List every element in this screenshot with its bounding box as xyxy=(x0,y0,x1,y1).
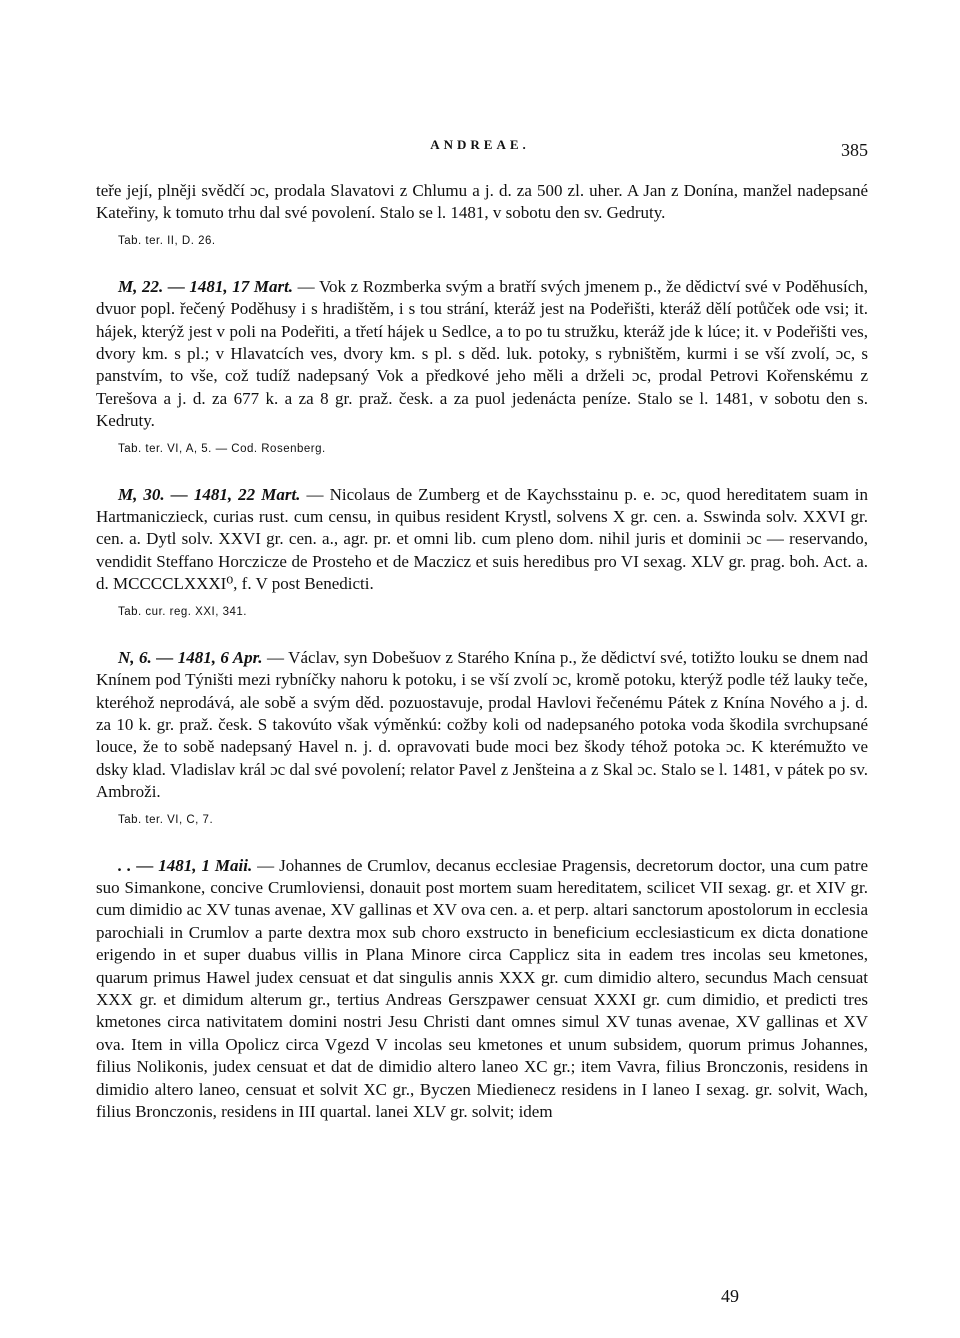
entry-record xyxy=(96,647,868,828)
entry-date: . . — 1481, 1 Maii. xyxy=(118,855,253,875)
entry-reference: Tab. ter. VI, C, 7. xyxy=(118,813,214,826)
page-number: 385 xyxy=(841,140,868,160)
entry-record xyxy=(96,484,868,620)
entry-record xyxy=(96,276,868,457)
entry-date: M, 22. — 1481, 17 Mart. xyxy=(118,276,294,296)
entry-date: N, 6. — 1481, 6 Apr. xyxy=(118,647,263,667)
entry-reference: Tab. ter. II, D. 26. xyxy=(118,234,216,247)
entry-reference: Tab. cur. reg. XXI, 341. xyxy=(118,605,247,618)
page-body xyxy=(96,180,868,1123)
entry-text: — Vok z Rozmberka svým a bratří svých jmenem p., že dědictví své v Poděhusích, dvuor popl. řečený Poděhusy i s hradištěm, i s tou strání, kteráž jest na Podeřišti, kteráž dělí potůček ode vsi; it. hájek, kterýž jest v poli na Podeřiti, a třetí hájek u Sedlce, a to po tu stružku, kteráž jde k lúce; it. v Podeřišti ves, dvory km. s pl.; v Hlavatcích ves, dvory km. s pl. s děd. luk. potoky, s rybništěm, kurmi i se vší zvolí, ɔc, s panstvím, to vše, což tudíž nadepsaný Vok a předkové jeho měli a drželi ɔc, prodal Petrovi Kořenskému z Terešova a j. d. za 677 k. a za 8 gr. praž. česk. a za puol jedenácta peníze. Stalo se l. 1481, v sobotu den s. Kedruty. xyxy=(96,276,868,431)
entry-text: — Johannes de Crumlov, decanus ecclesiae Pragensis, decretorum doctor, una cum patre suo Simankone, concive Crumloviensi, donauit post mortem suam hereditatem, scilicet VII sexag. gr. et XIV gr. cum dimidio ac XV tunas avenae, XV gallinas et XV ova cen. a. et perp. altari sanctorum apostolorum in ecclesia parochiali in Crumlov a parte dextra mox sub choro exstructo in beneficium ecclesiasticum ex dicta donatione erigendo in et super duabus villis in Plana Minore circa Capplicz sita in eadem tres incolas seu kmetones, quarum primus Hawel judex censuat et dat singulis annis XXX gr. cum dimidio altero, secundus Mach censuat XXX gr. et dimidum alterum gr., tertius Andreas Gerszpawer censuat XXXI gr. cum dimidio, et predicti tres kmetones circa nativitatem domini nostri Jesu Christi dant omnes simul XV tunas avenae, XV gallinas et XV ova. Item in villa Opolicz circa Vgezd V incolas seu kmetones et unum subsidem, quorum primus Johannes, filius Nolikonis, judex censuat et dat de dimidio altero laneo XC gr.; item Vavra, filius Bronczonis, residens in dimidio altero laneo, censuat et solvit XC gr., Byczen Miedienecz residens in I laneo I sexag. gr. solvit, Wach, filius Bronczonis, residens in III quartal. lanei XLV gr. solvit; idem xyxy=(96,855,869,1121)
signature-number: 49 xyxy=(721,1286,739,1306)
entry-reference: Tab. ter. VI, A, 5. — Cod. Rosenberg. xyxy=(118,442,326,455)
entry-record xyxy=(96,855,868,1124)
entry-text: — Nicolaus de Zumberg et de Kaychsstainu p. e. ɔc, quod hereditatem suam in Hartmaniczieck, curias rust. cum censu, in quibus resident Krystl, solvens X gr. cen. a. Sswinda solv. XXVI gr. cen. a. Dytl solv. XXVI gr. cen. a., agr. pr. et omni lib. cum pleno dom. nihil juris et dominii ɔc — reservando, vendidit Steffano Horczicze de Prosteho et de Maczicz et suis heredibus pro VI sexag. XLV gr. prag. boh. Act. a. d. MCCCCLXXXI⁰, f. V post Benedicti. xyxy=(96,484,869,594)
running-header: ANDREAE. xyxy=(430,137,530,152)
entry-date: M, 30. — 1481, 22 Mart. xyxy=(118,484,301,504)
entry-text: teře její, plněji svědčí ɔc, prodala Slavatovi z Chlumu a j. d. za 500 zl. uher. A Jan z Donína, manžel nadepsané Kateřiny, k tomuto trhu dal své povolení. Stalo se l. 1481, v sobotu den sv. Gedruty. xyxy=(96,181,868,223)
entry-text: — Václav, syn Dobešuov z Starého Knína p., že dědictví své, totižto louku se dnem nad Knínem pod Týništi mezi rybníčky nahoru k potoku, i se vší zvolí ɔc, kromě potoku, kterýž podle též lauky teče, kteréhož neprodává, ale sobě a svým děd. pozuostavuje, prodal Havlovi řečenému Pátek z Knína Nového a j. d. za 10 k. gr. praž. česk. S takovúto však výměnkú: cožby koli od nadepsaného potoka voda škodila svrchupsané louce, že to sobě nadepsaný Havel n. j. d. opravovati bude moci bez škody téhož potoka ɔc. K kterémužto ve dsky klad. Vladislav král ɔc dal své povolení; relator Pavel z Jenšteina a z Skal ɔc. Stalo se l. 1481, v pátek po sv. Ambroži. xyxy=(96,647,869,802)
entry-continuation xyxy=(96,180,868,249)
